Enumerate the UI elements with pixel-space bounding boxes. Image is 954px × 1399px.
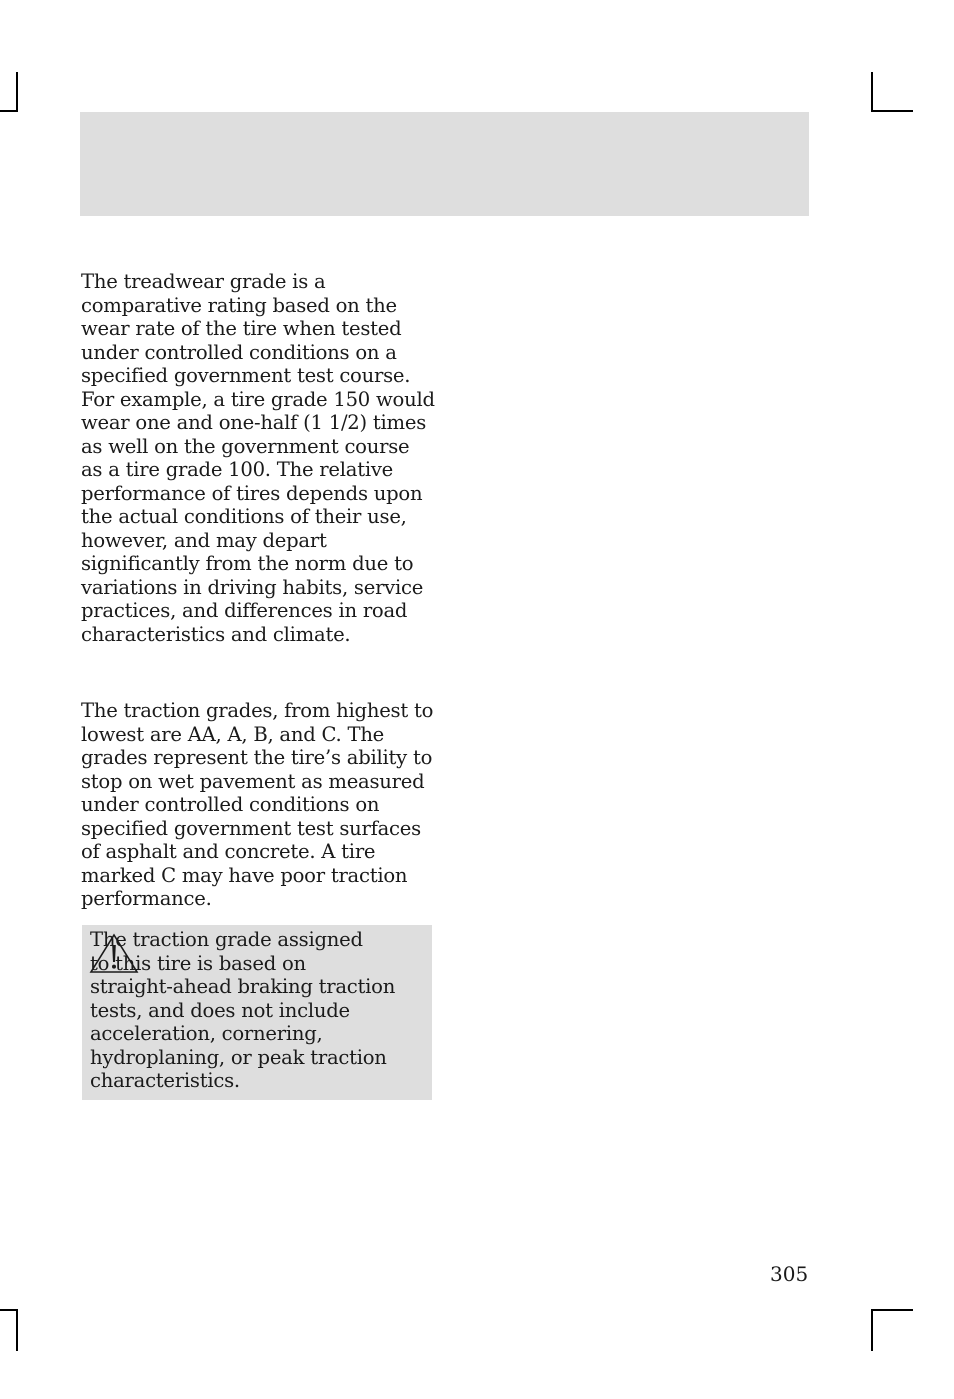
- crop-mark-top-right-vertical: [871, 72, 873, 112]
- crop-mark-bottom-left-vertical: [16, 1309, 18, 1351]
- crop-mark-bottom-right-horizontal: [871, 1309, 913, 1311]
- warning-text: The traction grade assigned to this tire is based on straight-ahead braking traction tests, and does not include acceleration, cornering, hydroplaning, or peak traction characteristics.: [90, 928, 396, 1092]
- crop-mark-bottom-left-horizontal: [0, 1309, 18, 1311]
- page-number: 305: [770, 1262, 809, 1286]
- warning-box: [82, 925, 432, 1100]
- traction-paragraph: The traction grades, from highest to lowest are AA, A, B, and C. The grades represent the tire’s ability to stop on wet pavement as measured under controlled conditions on specified government test surfaces of asphalt and concrete. A tire marked C may have poor traction performance.: [81, 699, 434, 910]
- section-header-band: [80, 112, 809, 216]
- treadwear-paragraph: The treadwear grade is a comparative rating based on the wear rate of the tire when tested under controlled conditions on a specified government test course. For example, a tire grade 150 would wear one and one-half (1 1/2) times as well on the government course as a tire grade 100. The relative performance of tires depends upon the actual conditions of their use, however, and may depart significantly from the norm due to variations in driving habits, service practices, and differences in road characteristics and climate.: [81, 270, 435, 646]
- crop-mark-top-left-horizontal: [0, 110, 18, 112]
- crop-mark-top-left-vertical: [16, 72, 18, 112]
- crop-mark-top-right-horizontal: [871, 110, 913, 112]
- crop-mark-bottom-right-vertical: [871, 1309, 873, 1351]
